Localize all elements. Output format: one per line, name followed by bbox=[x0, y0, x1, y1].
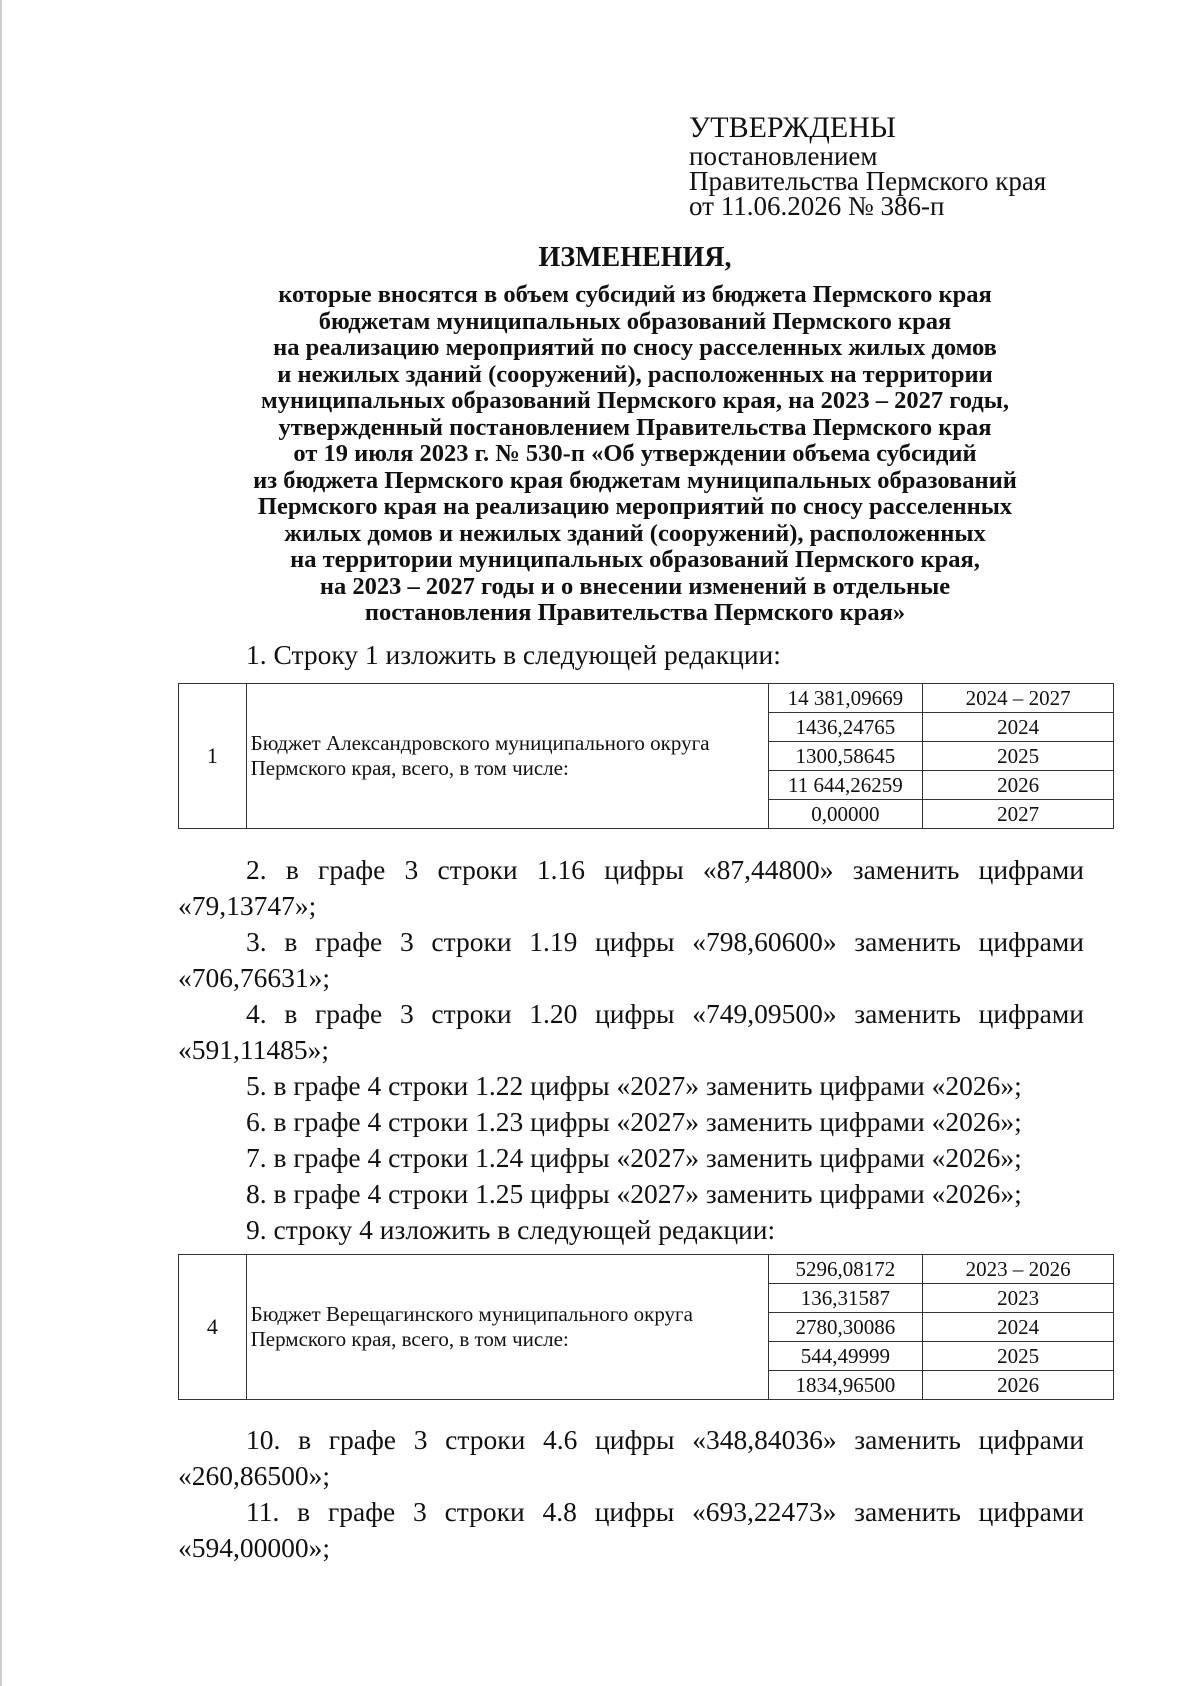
period-cell: 2025 bbox=[923, 742, 1114, 771]
item-6: 6. в графе 4 строки 1.23 цифры «2027» заменить цифрами «2026»; bbox=[246, 1106, 1022, 1137]
item-7: 7. в графе 4 строки 1.24 цифры «2027» заменить цифрами «2026»; bbox=[246, 1142, 1022, 1173]
period-cell: 2025 bbox=[923, 1342, 1114, 1371]
amount-cell: 1436,24765 bbox=[768, 713, 922, 742]
period-cell: 2024 – 2027 bbox=[923, 684, 1114, 713]
subtitle-line: утвержденный постановлением Правительства Пермского края bbox=[278, 413, 992, 441]
approval-title: УТВЕРЖДЕНЫ bbox=[689, 111, 897, 144]
amount-cell: 5296,08172 bbox=[768, 1255, 922, 1284]
approval-stamp bbox=[689, 112, 1169, 219]
period-cell: 2027 bbox=[923, 800, 1114, 829]
item-9: 9. строку 4 изложить в следующей редакции: bbox=[246, 1214, 776, 1245]
subtitle-line: на 2023 – 2027 годы и о внесении изменений в отдельные bbox=[319, 572, 951, 600]
period-cell: 2023 – 2026 bbox=[923, 1255, 1114, 1284]
item-1: 1. Строку 1 изложить в следующей редакции: bbox=[246, 639, 781, 670]
subtitle-line: от 19 июля 2023 г. № 530-п «Об утверждении объема субсидий bbox=[293, 440, 977, 467]
item-text: «79,13747»; bbox=[178, 890, 317, 921]
document-subtitle bbox=[180, 282, 1090, 627]
row-number: 1 bbox=[179, 684, 247, 829]
period-cell: 2026 bbox=[923, 771, 1114, 800]
amount-cell: 1300,58645 bbox=[768, 742, 922, 771]
item-text: «594,00000»; bbox=[178, 1532, 331, 1563]
subtitle-line: и нежилых зданий (сооружений), расположенных на территории bbox=[277, 360, 993, 388]
item-11 bbox=[178, 1494, 1084, 1566]
amount-cell: 11 644,26259 bbox=[768, 771, 922, 800]
item-4 bbox=[178, 996, 1084, 1068]
item-8: 8. в графе 4 строки 1.25 цифры «2027» заменить цифрами «2026»; bbox=[246, 1178, 1022, 1209]
period-cell: 2023 bbox=[923, 1284, 1114, 1313]
item-text: «260,86500»; bbox=[178, 1460, 331, 1491]
item-text: 4. в графе 3 строки 1.20 цифры «749,09500» заменить цифрами bbox=[246, 998, 1084, 1029]
item-5: 5. в графе 4 строки 1.22 цифры «2027» заменить цифрами «2026»; bbox=[246, 1070, 1022, 1101]
approval-line: от 11.06.2026 № 386-п bbox=[689, 191, 945, 221]
row-number: 4 bbox=[179, 1255, 247, 1400]
table-row bbox=[179, 684, 1114, 713]
budget-name: Бюджет Верещагинского муниципального округа Пермского края, всего, в том числе: bbox=[246, 1255, 768, 1400]
subtitle-line: из бюджета Пермского края бюджетам муниципальных образований bbox=[253, 466, 1017, 494]
item-text: «591,11485»; bbox=[178, 1034, 329, 1065]
subtitle-line: бюджетам муниципальных образований Пермского края bbox=[318, 307, 952, 335]
subtitle-line: постановления Правительства Пермского края» bbox=[364, 599, 906, 626]
subtitle-line: которые вносятся в объем субсидий из бюджета Пермского края bbox=[278, 281, 992, 308]
period-cell: 2024 bbox=[923, 1313, 1114, 1342]
approval-line: постановлением bbox=[689, 141, 878, 171]
item-text: 10. в графе 3 строки 4.6 цифры «348,84036» заменить цифрами bbox=[246, 1424, 1084, 1455]
item-text: «706,76631»; bbox=[178, 962, 331, 993]
amount-cell: 1834,96500 bbox=[768, 1371, 922, 1400]
item-text: 2. в графе 3 строки 1.16 цифры «87,44800» заменить цифрами bbox=[246, 854, 1084, 885]
subtitle-line: муниципальных образований Пермского края, на 2023 – 2027 годы, bbox=[261, 387, 1009, 414]
budget-table-1 bbox=[178, 683, 1114, 829]
amount-cell: 14 381,09669 bbox=[768, 684, 922, 713]
item-3 bbox=[178, 924, 1084, 996]
subtitle-line: на территории муниципальных образований Пермского края, bbox=[290, 546, 980, 573]
document-title: ИЗМЕНЕНИЯ, bbox=[538, 242, 732, 273]
amount-cell: 544,49999 bbox=[768, 1342, 922, 1371]
item-text: 3. в графе 3 строки 1.19 цифры «798,60600» заменить цифрами bbox=[246, 926, 1084, 957]
subtitle-line: Пермского края на реализацию мероприятий по сносу расселенных bbox=[257, 493, 1013, 520]
budget-name: Бюджет Александровского муниципального округа Пермского края, всего, в том числе: bbox=[246, 684, 768, 829]
table-row bbox=[179, 1255, 1114, 1284]
subtitle-line: жилых домов и нежилых зданий (сооружений), расположенных bbox=[284, 519, 986, 547]
amount-cell: 0,00000 bbox=[768, 800, 922, 829]
item-text: 11. в графе 3 строки 4.8 цифры «693,22473» заменить цифрами bbox=[246, 1496, 1084, 1527]
amount-cell: 136,31587 bbox=[768, 1284, 922, 1313]
period-cell: 2026 bbox=[923, 1371, 1114, 1400]
item-2 bbox=[178, 852, 1084, 924]
subtitle-line: на реализацию мероприятий по сносу расселенных жилых домов bbox=[273, 334, 997, 361]
period-cell: 2024 bbox=[923, 713, 1114, 742]
amount-cell: 2780,30086 bbox=[768, 1313, 922, 1342]
budget-table-4 bbox=[178, 1254, 1114, 1400]
approval-line: Правительства Пермского края bbox=[689, 166, 1047, 196]
item-10 bbox=[178, 1422, 1084, 1494]
